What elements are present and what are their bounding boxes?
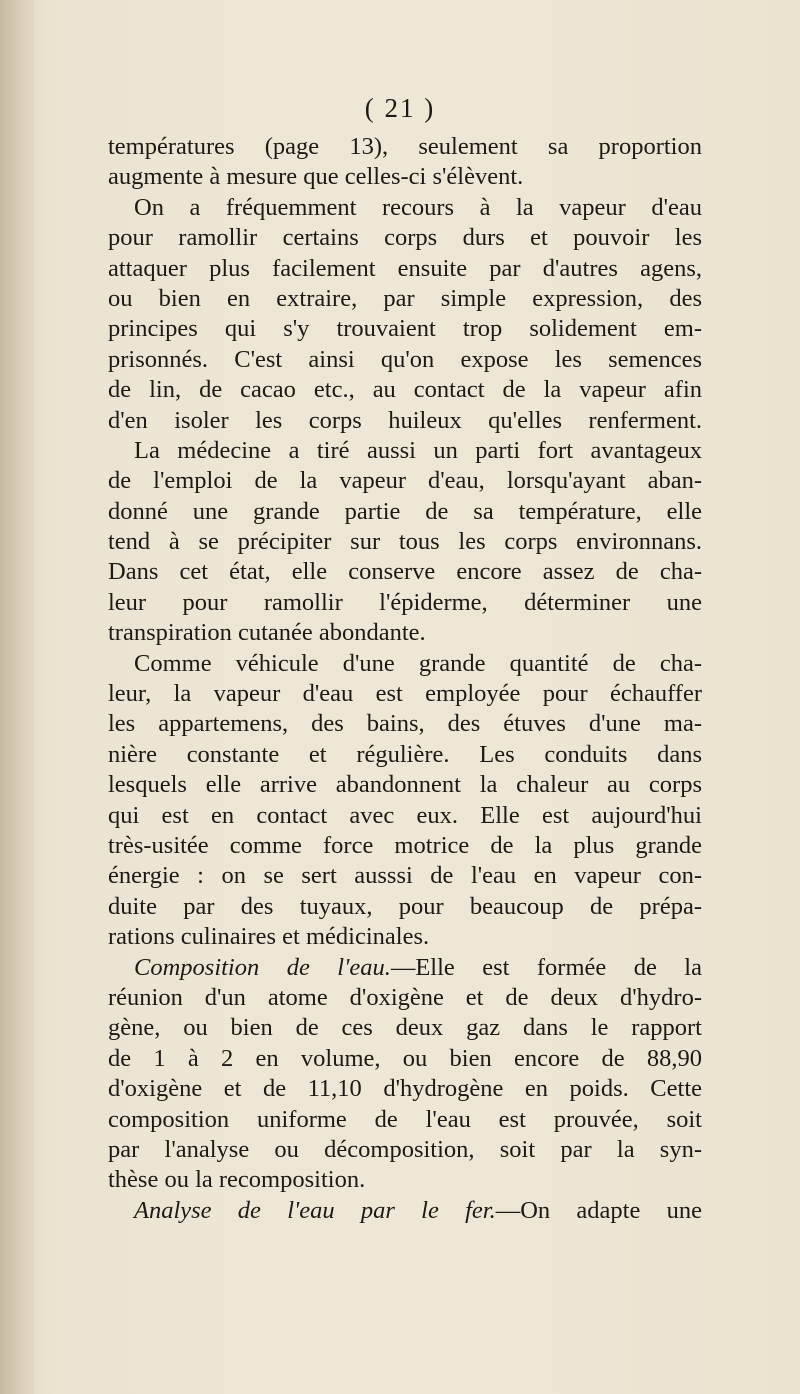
composition-heading: Composition de l'eau. [134, 953, 391, 981]
text-line: Dans cet état, elle conserve encore assez de cha- [108, 558, 702, 586]
text-line: principes qui s'y trouvaient trop solidement em- [108, 315, 702, 343]
text-line: réunion d'un atome d'oxigène et de deux d'hydro- [108, 983, 702, 1011]
text-line: leur, la vapeur d'eau est employée pour échauffer [108, 680, 702, 708]
text-line: ou bien en extraire, par simple expression, des [108, 284, 702, 312]
text-line: duite par des tuyaux, pour beaucoup de prépa- [108, 892, 702, 920]
text-line: rations culinaires et médicinales. [108, 923, 430, 951]
text-line: les appartemens, des bains, des étuves d'une ma- [108, 710, 702, 738]
page-number: ( 21 ) [364, 93, 436, 123]
text-line: Comme véhicule d'une grande quantité de cha- [134, 649, 702, 677]
analyse-heading-line [108, 1196, 702, 1226]
text-line: prisonnés. C'est ainsi qu'on expose les semences [108, 345, 702, 373]
text-line: La médecine a tiré aussi un parti fort avantageux [134, 436, 702, 464]
text-line: températures (page 13), seulement sa proportion [108, 133, 702, 160]
text-line: d'oxigène et de 11,10 d'hydrogène en poids. Cette [108, 1075, 702, 1103]
text-line: de l'emploi de la vapeur d'eau, lorsqu'ayant aban- [108, 467, 702, 495]
text-line: qui est en contact avec eux. Elle est aujourd'hui [108, 801, 702, 829]
text-line: de lin, de cacao etc., au contact de la vapeur afin [108, 376, 702, 404]
text-line: donné une grande partie de sa température, elle [108, 497, 702, 525]
analyse-heading: Analyse de l'eau par le fer. [134, 1196, 496, 1224]
text-line: attaquer plus facilement ensuite par d'autres agens, [108, 254, 702, 282]
text-line: transpiration cutanée abondante. [108, 619, 426, 647]
text-line: d'en isoler les corps huileux qu'elles renferment. [108, 406, 702, 434]
text-line: pour ramollir certains corps durs et pouvoir les [108, 224, 702, 252]
analyse-first-line: —On adapte une [495, 1196, 702, 1224]
page-gutter [0, 0, 34, 1394]
text-line: gène, ou bien de ces deux gaz dans le rapport [108, 1014, 702, 1042]
text-line: lesquels elle arrive abandonnent la chaleur au corps [108, 771, 702, 799]
text-line: composition uniforme de l'eau est prouvée, soit [108, 1105, 702, 1133]
composition-first-line: —Elle est formée de la [390, 953, 702, 981]
body-text [108, 132, 702, 1226]
text-line: tend à se précipiter sur tous les corps environnans. [108, 528, 702, 556]
text-line: par l'analyse ou décomposition, soit par la syn- [108, 1135, 702, 1163]
text-line: augmente à mesure que celles-ci s'élèvent. [108, 163, 524, 191]
text-line: thèse ou la recomposition. [108, 1166, 366, 1194]
text-line: très-usitée comme force motrice de la plus grande [108, 831, 702, 859]
text-line: de 1 à 2 en volume, ou bien encore de 88,90 [108, 1044, 702, 1072]
text-line: leur pour ramollir l'épiderme, déterminer une [108, 588, 702, 616]
text-line: énergie : on se sert ausssi de l'eau en vapeur con- [108, 862, 702, 890]
text-line: nière constante et régulière. Les conduits dans [108, 740, 702, 768]
composition-heading-line [108, 953, 702, 983]
text-line: On a fréquemment recours à la vapeur d'eau [134, 193, 702, 221]
